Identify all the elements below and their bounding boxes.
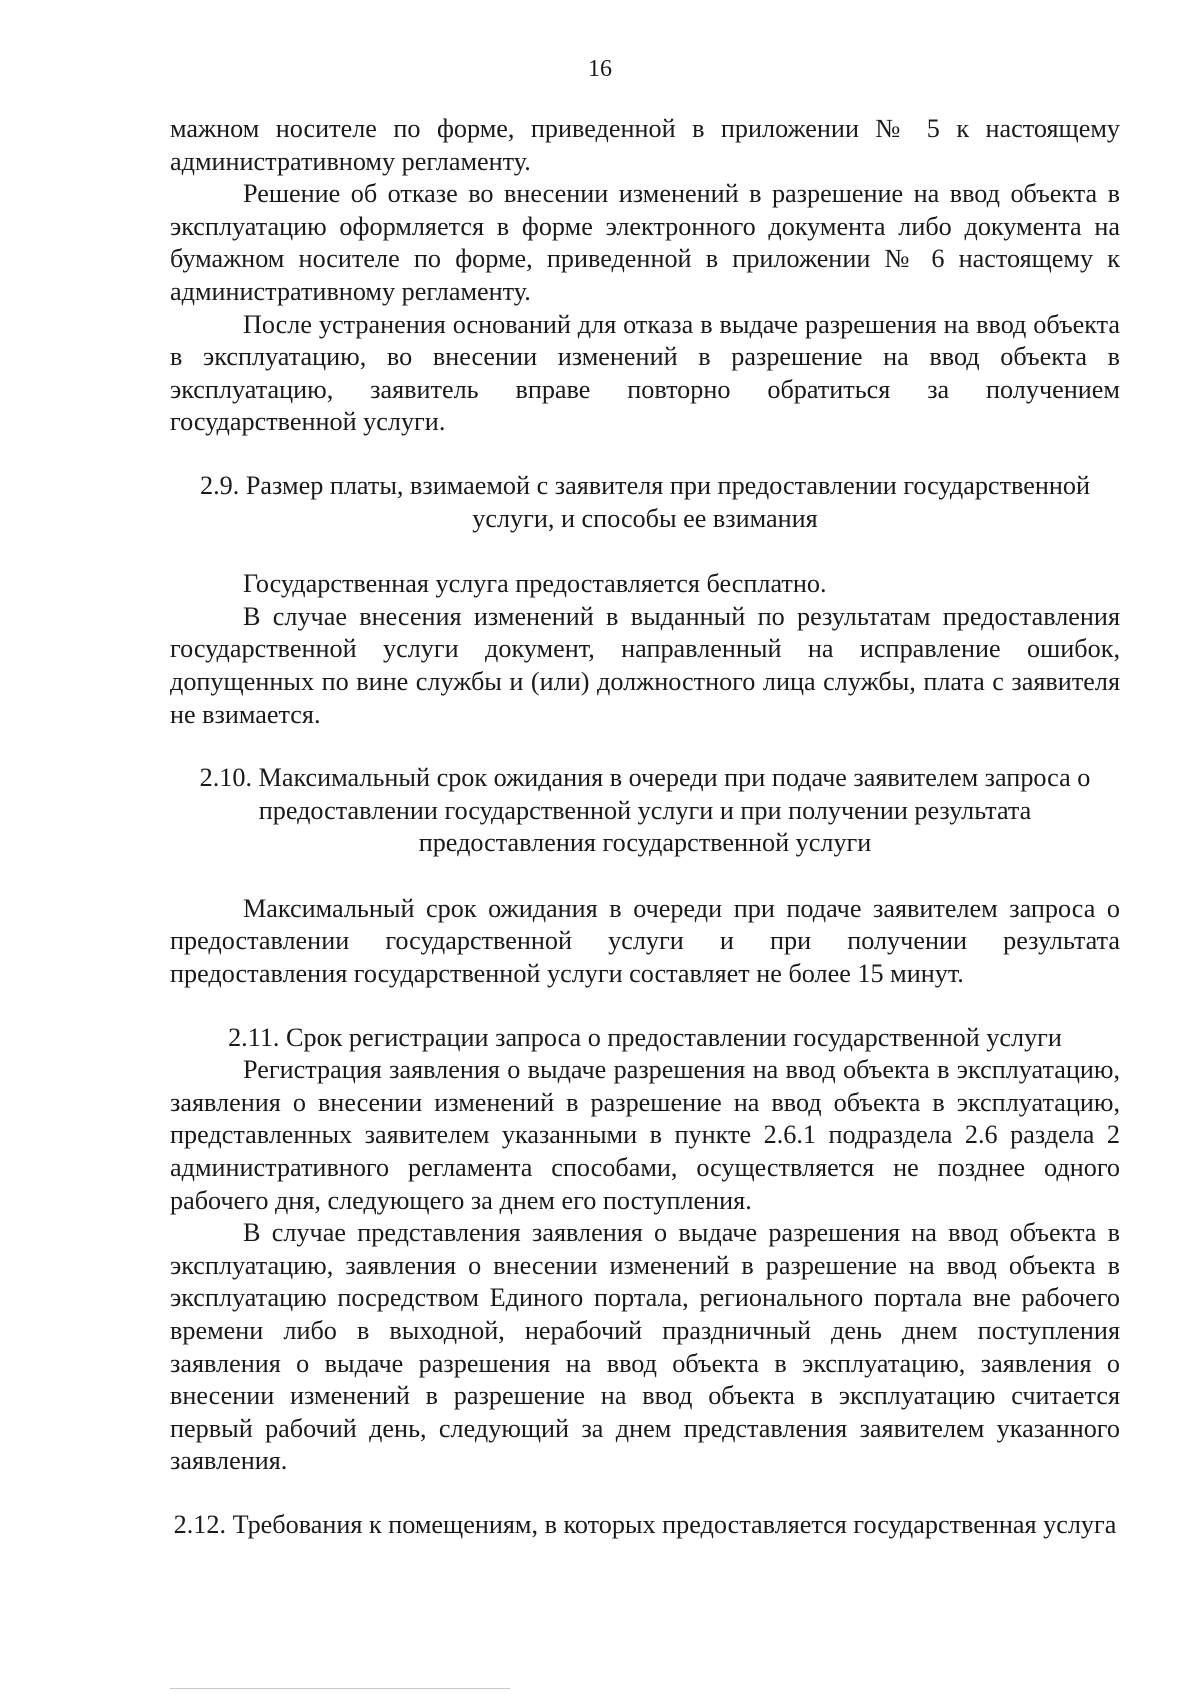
paragraph: Решение об отказе во внесении изменений в разрешение на ввод объекта в эксплуатацию оформляется в форме электронного документа либо документа на бумажном носителе по форме, приведенной в приложении № 6 настоящему к административному регламенту. bbox=[170, 179, 1120, 306]
section-heading: 2.12. Требования к помещениям, в которых предоставляется государственная услуга bbox=[173, 1509, 1117, 1539]
paragraph: Регистрация заявления о выдаче разрешения на ввод объекта в эксплуатацию, заявления о внесении изменений в разрешение на ввод объекта в эксплуатацию, представленных заявителем указанными в пункте 2.6.1 подраздела 2.6 раздела 2 административного регламента способами, осуществляется не позднее одного рабочего дня, следующего за днем его поступления. bbox=[170, 1055, 1120, 1215]
scan-edge-line bbox=[170, 1688, 510, 1689]
spacer bbox=[170, 731, 1120, 762]
paragraph: мажном носителе по форме, приведенной в приложении № 5 к настоящему административному регламенту. bbox=[170, 114, 1120, 176]
spacer bbox=[170, 991, 1120, 1022]
section-heading: 2.10. Максимальный срок ожидания в очереди при подаче заявителем запроса о предоставлении государственной услуги и при получении результата предоставления государственной услуги bbox=[199, 763, 1091, 858]
paragraph: После устранения оснований для отказа в выдаче разрешения на ввод объекта в эксплуатацию, во внесении изменений в разрешение на ввод объекта в эксплуатацию, заявитель вправе повторно обратиться за получением государственной услуги. bbox=[170, 309, 1120, 437]
page-number: 16 bbox=[588, 56, 612, 82]
spacer bbox=[170, 439, 1120, 470]
spacer bbox=[170, 860, 1120, 893]
paragraph: Государственная услуга предоставляется бесплатно. bbox=[243, 569, 827, 599]
paragraph: Максимальный срок ожидания в очереди при подаче заявителем запроса о предоставлении государственной услуги и при получении результата предоставления государственной услуги составляет не более 15 минут. bbox=[170, 893, 1120, 989]
paragraph: В случае внесения изменений в выданный по результатам предоставления государственной услуги документ, направленный на исправление ошибок, допущенных по вине службы и (или) должностного лица службы, плата с заявителя не взимается. bbox=[170, 601, 1120, 729]
spacer bbox=[170, 1478, 1120, 1509]
document-body bbox=[170, 113, 1120, 1542]
section-heading: 2.11. Срок регистрации запроса о предоставлении государственной услуги bbox=[228, 1022, 1062, 1052]
spacer bbox=[170, 535, 1120, 568]
section-heading: 2.9. Размер платы, взимаемой с заявителя при предоставлении государственной услуги, и способы ее взимания bbox=[200, 470, 1090, 533]
paragraph: В случае представления заявления о выдаче разрешения на ввод объекта в эксплуатацию, заявления о внесении изменений в разрешение на ввод объекта в эксплуатацию посредством Единого портала, регионального портала вне рабочего времени либо в выходной, нерабочий праздничный день днем поступления заявления о выдаче разрешения на ввод объекта в эксплуатацию, заявления о внесении изменений в разрешение на ввод объекта в эксплуатацию считается первый рабочий день, следующий за днем представления заявителем указанного заявления. bbox=[170, 1218, 1120, 1476]
